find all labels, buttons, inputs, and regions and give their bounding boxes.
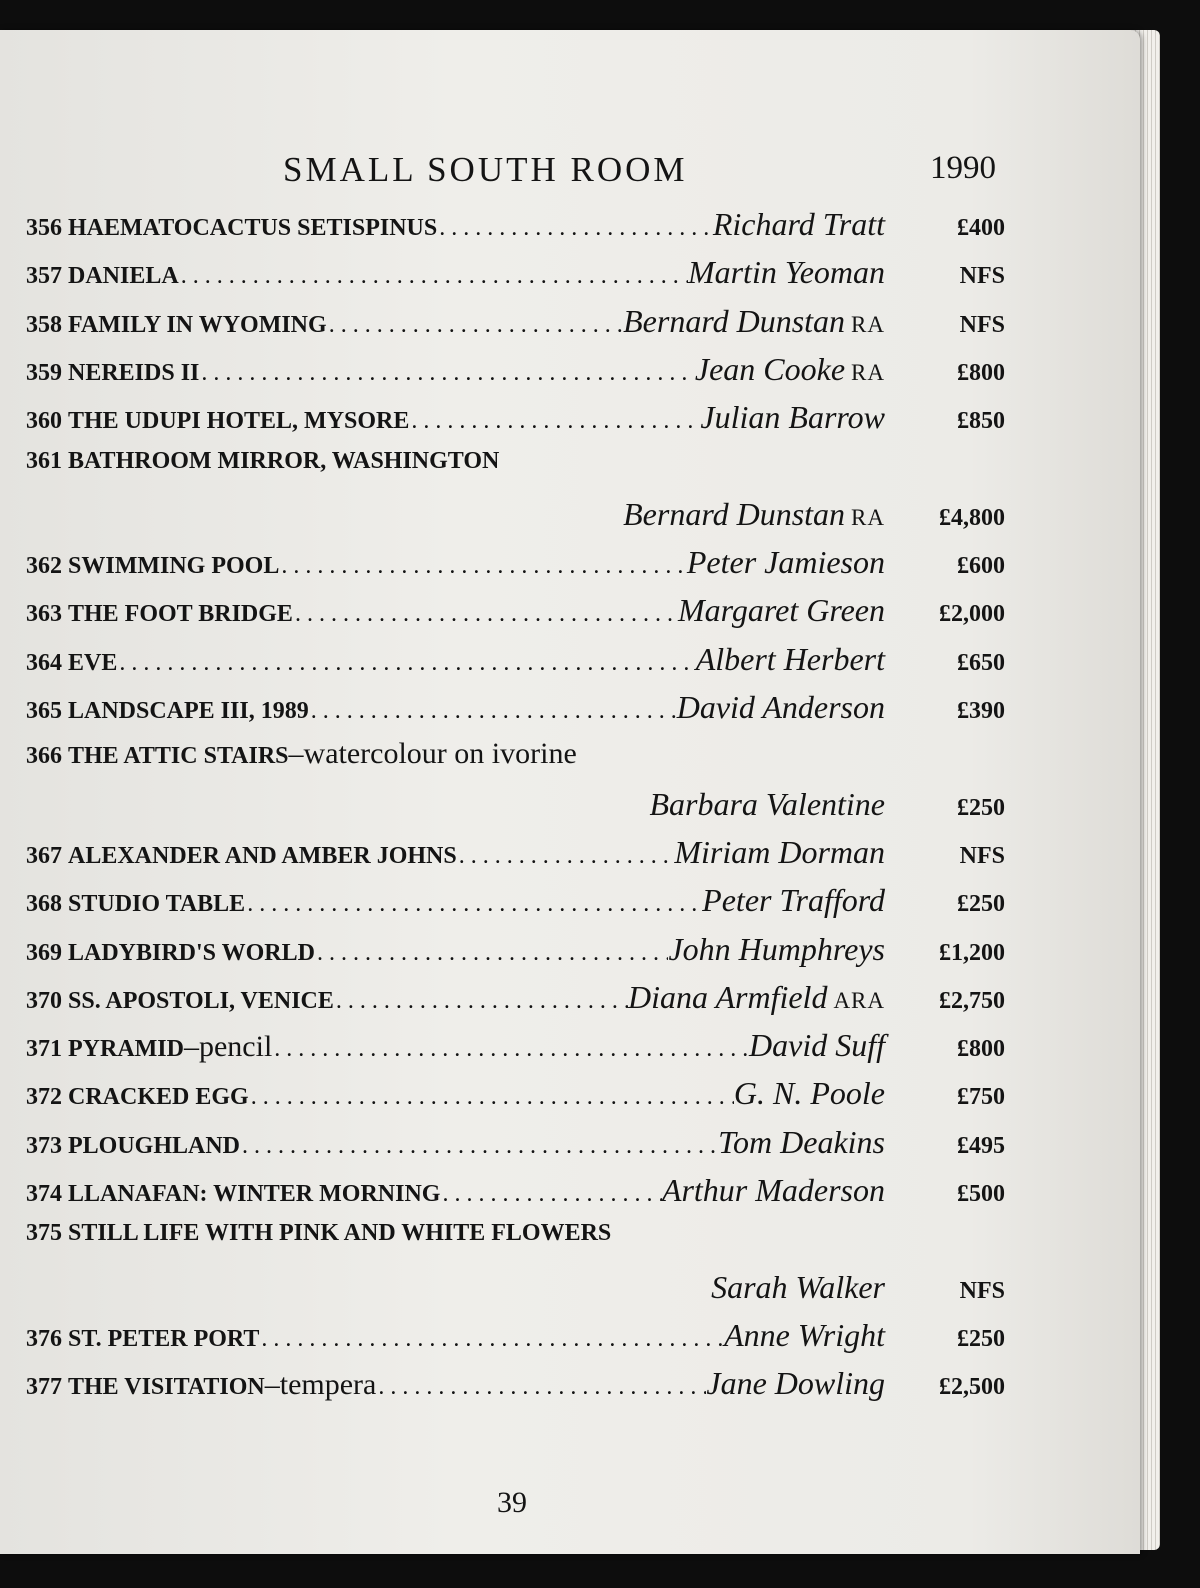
dot-leader [409,408,700,435]
entry-number: 365 [26,698,62,724]
entry-artist-suffix: RA [851,311,885,337]
entry-row [0,641,1005,689]
dot-leader [279,553,687,580]
entry-price: £2,500 [939,1374,1005,1401]
entry-artist: Bernard Dunstan [623,495,846,532]
entry-title-line [0,737,1005,785]
entry-artist-line [0,496,1005,544]
entry-medium: –watercolour on ivorine [288,737,577,771]
entry-title: THE ATTIC STAIRS [68,743,289,770]
catalogue-entries [0,30,1140,1430]
entry-price: NFS [959,263,1005,290]
entry-title-line [0,1220,1005,1268]
entry-title: SS. APOSTOLI, VENICE [68,987,334,1014]
entry-price: £495 [957,1132,1005,1159]
entry-number: 363 [26,601,62,628]
entry-artist: Jean Cooke [694,350,846,387]
entry-number: 356 [26,215,62,241]
dot-leader [240,1133,718,1160]
entry-title: LADYBIRD'S WORLD [68,939,315,966]
entry-title: ST. PETER PORT [68,1325,260,1352]
entry-row [0,979,1005,1027]
entry-title: FAMILY IN WYOMING [68,311,327,338]
entry-title: HAEMATOCACTUS SETISPINUS [68,215,438,241]
entry-title: DANIELA [68,263,179,290]
entry-price: NFS [959,1277,1005,1304]
dot-leader [179,263,688,290]
entry-title: PYRAMID [68,1036,184,1063]
entry-artist: Peter Jamieson [686,544,885,581]
entry-artist: Bernard Dunstan [623,302,846,339]
entry-price: £850 [957,408,1005,435]
entry-price: NFS [959,311,1005,338]
entry-artist: Peter Trafford [702,882,885,919]
entry-number: 357 [26,263,62,290]
entry-title: STUDIO TABLE [68,891,246,918]
entry-price: £2,000 [939,601,1005,628]
entry-number: 368 [26,891,62,918]
entry-title-line [0,448,1005,496]
dot-leader [327,312,623,339]
page-number: 39 [497,1486,527,1519]
dot-leader [315,940,669,967]
entry-row [0,351,1005,399]
entry-title: PLOUGHLAND [68,1132,241,1159]
entry-number: 361 [26,447,62,474]
entry-artist: Albert Herbert [695,640,885,677]
room-title: SMALL SOUTH ROOM [283,150,688,189]
entry-artist: Diana Armfield [628,978,828,1015]
entry-row [0,1172,1005,1220]
entry-title: SWIMMING POOL [68,553,280,580]
entry-title: THE UDUPI HOTEL, MYSORE [68,408,410,435]
dot-leader [259,1326,724,1353]
entry-artist: David Suff [749,1027,885,1064]
entry-row [0,399,1005,447]
dot-leader [437,215,713,242]
entry-medium: –tempera [264,1368,377,1402]
dot-leader [199,360,695,387]
entry-number: 360 [26,408,62,435]
entry-price: £800 [957,1036,1005,1063]
entry-price: £250 [957,891,1005,918]
entry-number: 372 [26,1084,62,1111]
dot-leader [309,698,677,725]
entry-artist: Sarah Walker [711,1268,885,1305]
entry-row [0,931,1005,979]
entry-price: £4,800 [939,504,1005,531]
entry-number: 367 [26,842,62,869]
dot-leader [293,601,678,628]
entry-artist: Richard Tratt [712,206,885,242]
entry-number: 375 [26,1220,62,1247]
entry-artist-line [0,1269,1005,1317]
entry-price: £750 [957,1084,1005,1111]
entry-number: 358 [26,311,62,338]
entry-artist-suffix: RA [851,359,885,385]
entry-price: NFS [959,842,1005,869]
dot-leader [272,1036,749,1063]
entry-artist: Jane Dowling [706,1365,885,1402]
entry-row [0,254,1005,302]
entry-artist: Anne Wright [724,1316,885,1353]
entry-row [0,303,1005,351]
entry-price: £2,750 [939,987,1005,1014]
entry-title: BATHROOM MIRROR, WASHINGTON [68,447,500,474]
entry-row [0,206,1005,254]
entry-row [0,882,1005,930]
entry-artist-line [0,786,1005,834]
entry-artist: Julian Barrow [700,399,885,436]
dot-leader [376,1374,706,1401]
entry-row [0,1124,1005,1172]
dot-leader [245,891,702,918]
entry-price: £400 [957,215,1005,241]
entry-title: CRACKED EGG [68,1084,249,1111]
dot-leader [117,650,695,677]
entry-artist-suffix: ARA [833,987,885,1013]
entry-title: LLANAFAN: WINTER MORNING [68,1181,441,1207]
dot-leader [249,1084,734,1111]
dot-leader [457,843,675,870]
entry-artist: Barbara Valentine [649,785,885,822]
entry-price: £1,200 [939,939,1005,966]
entry-price: £650 [957,649,1005,676]
dot-leader [440,1181,661,1208]
entry-number: 376 [26,1325,62,1352]
entry-number: 362 [26,553,62,580]
entry-title: EVE [68,649,118,676]
entry-price: £500 [957,1181,1005,1207]
year: 1990 [930,150,996,186]
entry-title: THE VISITATION [68,1374,265,1401]
entry-number: 377 [26,1374,62,1401]
entry-row [0,834,1005,882]
entry-artist-suffix: RA [851,504,885,530]
entry-title: NEREIDS II [68,359,200,386]
entry-row [0,1317,1005,1365]
entry-row [0,1075,1005,1123]
entry-artist: John Humphreys [668,930,885,967]
entry-number: 370 [26,987,62,1014]
entry-artist: Margaret Green [677,592,885,629]
entry-medium: –pencil [183,1030,273,1064]
catalogue-page [0,30,1140,1554]
entry-row [0,592,1005,640]
entry-artist: Miriam Dorman [674,833,885,870]
entry-number: 371 [26,1036,62,1063]
entry-number: 369 [26,939,62,966]
entry-row [0,1365,1005,1413]
dot-leader [334,988,628,1015]
entry-price: £390 [957,698,1005,724]
entry-number: 374 [26,1181,62,1207]
entry-number: 364 [26,649,62,676]
entry-artist: Tom Deakins [718,1123,885,1160]
entry-price: £800 [957,359,1005,386]
entry-title: THE FOOT BRIDGE [68,601,293,628]
entry-number: 366 [26,743,62,770]
entry-price: £600 [957,553,1005,580]
entry-price: £250 [957,1325,1005,1352]
entry-artist: Martin Yeoman [687,254,885,291]
entry-row [0,1027,1005,1075]
entry-number: 359 [26,359,62,386]
entry-artist: Arthur Maderson [661,1172,885,1208]
entry-artist: David Anderson [676,689,885,725]
entry-title: ALEXANDER AND AMBER JOHNS [68,842,457,869]
entry-row [0,544,1005,592]
entry-title: LANDSCAPE III, 1989 [68,698,309,724]
entry-title: STILL LIFE WITH PINK AND WHITE FLOWERS [68,1220,612,1247]
entry-artist: G. N. Poole [733,1075,885,1112]
entry-number: 373 [26,1132,62,1159]
entry-price: £250 [957,794,1005,821]
entry-row [0,689,1005,737]
